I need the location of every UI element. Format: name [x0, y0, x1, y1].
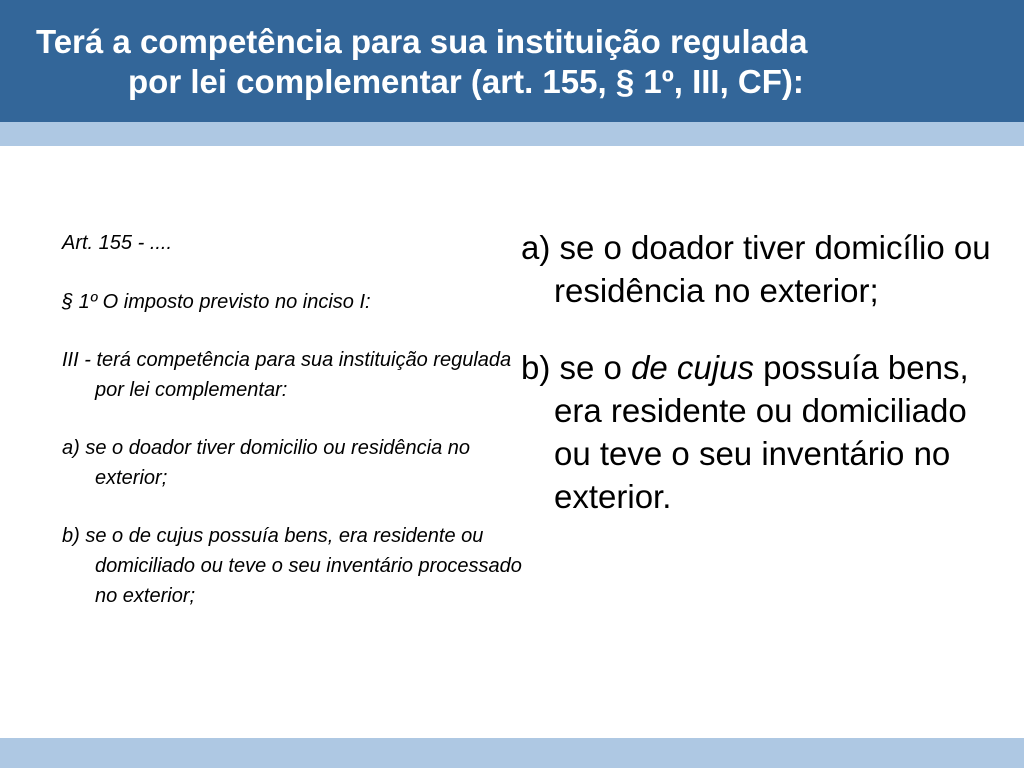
law-text-column	[62, 228, 522, 639]
law-item-b: b) se o de cujus possuía bens, era residente ou domiciliado ou teve o seu inventário processado no exterior;	[62, 525, 522, 607]
law-article-heading: Art. 155 - ....	[62, 232, 173, 254]
slide-title-line-2: por lei complementar (art. 155, § 1º, III, CF):	[128, 63, 804, 100]
law-paragraph-1: § 1º O imposto previsto no inciso I:	[62, 291, 371, 313]
summary-item-b	[521, 346, 991, 518]
title-accent-stripe	[0, 122, 1024, 146]
summary-item-b-prefix: b) se o	[521, 349, 632, 386]
footer-bar	[0, 738, 1024, 768]
law-inciso-iii: III - terá competência para sua instituição regulada por lei complementar:	[62, 349, 512, 401]
slide-title	[0, 22, 1024, 102]
summary-item-b-emphasis: de cujus	[631, 349, 754, 386]
summary-item-b-suffix: possuía bens, era residente ou domiciliado ou teve o seu inventário no exterior.	[554, 349, 969, 515]
slide-title-line-1: Terá a competência para sua instituição regulada	[36, 23, 808, 60]
summary-item-a: a) se o doador tiver domicílio ou residência no exterior;	[521, 229, 991, 309]
summary-column	[521, 226, 991, 552]
law-item-a: a) se o doador tiver domicilio ou residência no exterior;	[62, 437, 470, 489]
